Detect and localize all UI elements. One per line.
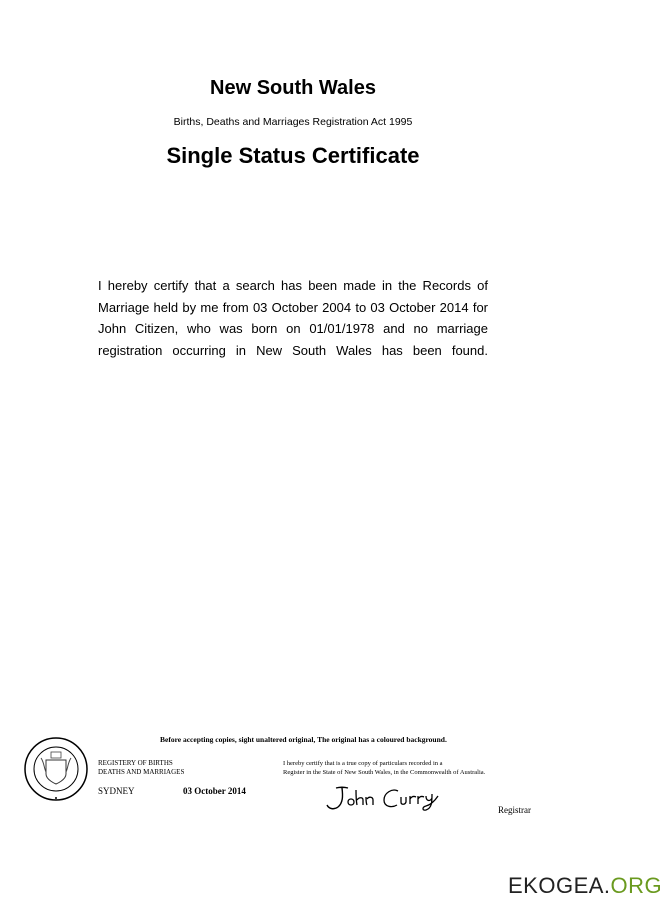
registry-line-1: REGISTERY OF BIRTHS xyxy=(98,759,173,767)
copy-warning: Before accepting copies, sight unaltered original, The original has a coloured background. xyxy=(160,735,447,744)
certify-line-2: Register in the State of New South Wales, in the Commonwealth of Australia. xyxy=(283,769,486,776)
registry-line-2: DEATHS AND MARRIAGES xyxy=(98,768,185,776)
registrar-label: Registrar xyxy=(498,805,531,815)
registrar-signature xyxy=(322,782,447,819)
certificate-title: Single Status Certificate xyxy=(166,143,420,168)
certificate-body: I hereby certify that a search has been made in the Records of Marriage held by me from 03 October 2004 to 03 October 2014 for John Citizen, who was born on 01/01/1978 and no marriage registration occurring in New South Wales has been found. xyxy=(98,278,488,358)
certify-line-1: I hereby certify that is a true copy of particulars recorded in a xyxy=(283,760,443,767)
ekogea-watermark xyxy=(508,873,662,899)
issue-date: 03 October 2014 xyxy=(183,786,246,796)
certification-statement xyxy=(283,759,485,777)
issue-city: SYDNEY xyxy=(98,786,135,796)
state-heading: New South Wales xyxy=(210,77,376,99)
watermark-tld: ORG xyxy=(610,873,662,898)
registry-seal-icon xyxy=(23,736,89,807)
watermark-brand: EKOGEA. xyxy=(508,873,611,898)
act-subtitle: Births, Deaths and Marriages Registration Act 1995 xyxy=(173,116,413,128)
registry-name xyxy=(98,759,184,777)
